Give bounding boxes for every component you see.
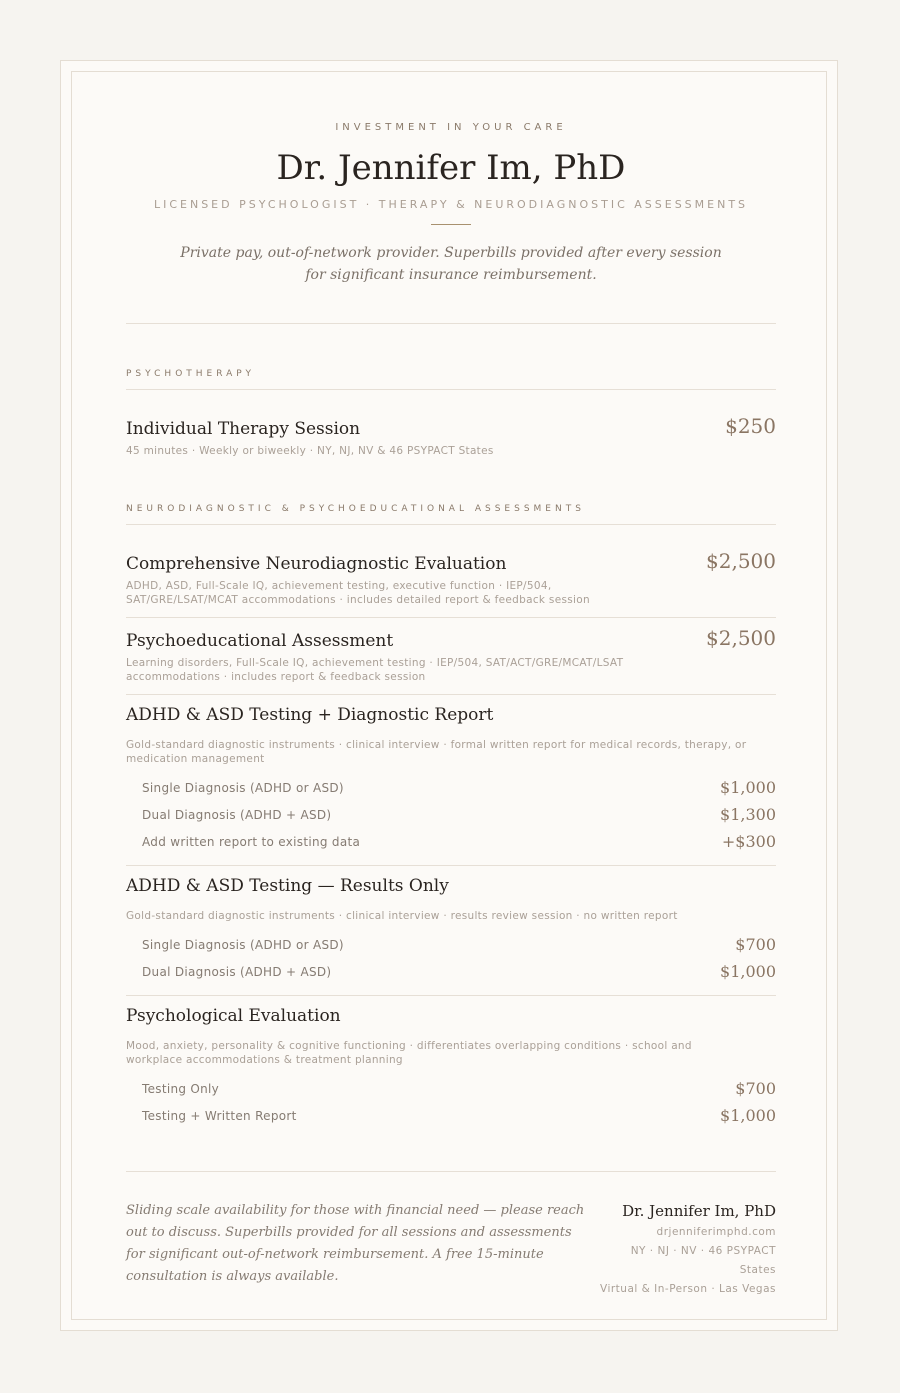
item-divider	[126, 995, 776, 996]
signature-name: Dr. Jennifer Im, PhD	[622, 1202, 776, 1220]
option-row	[126, 801, 776, 828]
option-price: $1,300	[720, 805, 776, 824]
section-label-assessments: NEURODIAGNOSTIC & PSYCHOEDUCATIONAL ASSESSMENTS	[126, 504, 585, 514]
list-item	[126, 549, 776, 607]
option-list	[126, 774, 776, 855]
item-name: ADHD & ASD Testing + Diagnostic Report	[126, 705, 494, 725]
section-divider	[126, 389, 776, 390]
item-price: $2,500	[706, 626, 776, 650]
states-text: NY · NJ · NV · 46 PSYPACT States	[630, 1245, 776, 1276]
item-description: ADHD, ASD, Full-Scale IQ, achievement testing, executive function · IEP/504, SAT/GRE/LSAT/MCAT accommodations · includes detailed report & feedback session	[126, 580, 590, 606]
option-label: Testing Only	[142, 1081, 220, 1096]
list-item	[126, 1005, 776, 1129]
option-list	[126, 1075, 776, 1129]
item-name: Psychoeducational Assessment	[126, 631, 394, 651]
list-item	[126, 704, 776, 855]
section-divider	[126, 524, 776, 525]
option-row	[126, 828, 776, 855]
signature-block	[592, 1200, 776, 1299]
website-link[interactable]: drjenniferimphd.com	[656, 1226, 776, 1238]
item-name: Individual Therapy Session	[126, 419, 361, 439]
item-name: Comprehensive Neurodiagnostic Evaluation	[126, 554, 507, 574]
option-label: Testing + Written Report	[142, 1108, 297, 1123]
option-label: Dual Diagnosis (ADHD + ASD)	[142, 807, 332, 822]
item-description: 45 minutes · Weekly or biweekly · NY, NJ, NV & 46 PSYPACT States	[126, 445, 494, 457]
option-label: Single Diagnosis (ADHD or ASD)	[142, 937, 344, 952]
page-subtitle: LICENSED PSYCHOLOGIST · THERAPY & NEURODIAGNOSTIC ASSESSMENTS	[153, 198, 749, 211]
item-description: Mood, anxiety, personality & cognitive functioning · differentiates overlapping conditions · school and workplace accommodations & treatment planning	[126, 1040, 692, 1066]
option-row	[126, 931, 776, 958]
eyebrow-label: INVESTMENT IN YOUR CARE	[335, 122, 567, 133]
option-price: $1,000	[720, 962, 776, 981]
locations-text: Virtual & In-Person · Las Vegas	[600, 1283, 776, 1295]
item-description: Gold-standard diagnostic instruments · clinical interview · formal written report for medical records, therapy, or medication management	[126, 739, 747, 765]
option-list	[126, 931, 776, 985]
list-item	[126, 875, 776, 985]
item-description: Gold-standard diagnostic instruments · clinical interview · results review session · no written report	[126, 910, 678, 922]
footer	[126, 1200, 776, 1299]
intro-text: Private pay, out-of-network provider. Superbills provided after every session for significant insurance reimbursement.	[180, 245, 722, 283]
item-name: Psychological Evaluation	[126, 1006, 341, 1026]
option-row	[126, 958, 776, 985]
footer-divider	[126, 1171, 776, 1172]
item-name: ADHD & ASD Testing — Results Only	[126, 876, 449, 896]
option-price: +$300	[721, 832, 776, 851]
item-divider	[126, 865, 776, 866]
item-divider	[126, 694, 776, 695]
list-item	[126, 414, 776, 458]
option-label: Single Diagnosis (ADHD or ASD)	[142, 780, 344, 795]
option-label: Add written report to existing data	[142, 834, 361, 849]
page-title: Dr. Jennifer Im, PhD	[276, 148, 626, 188]
item-divider	[126, 617, 776, 618]
header-divider	[126, 323, 776, 324]
option-price: $700	[735, 1079, 776, 1098]
option-price: $1,000	[720, 778, 776, 797]
item-price: $2,500	[706, 549, 776, 573]
pricing-card	[60, 60, 838, 1331]
accent-divider	[431, 224, 471, 225]
item-price: $250	[725, 414, 776, 438]
footer-note: Sliding scale availability for those with financial need — please reach out to discuss. Superbills provided for all sessions and assessments for significant out-of-network reimbursement. A free 15-minute consultation is always available.	[126, 1203, 585, 1284]
option-label: Dual Diagnosis (ADHD + ASD)	[142, 964, 332, 979]
option-price: $1,000	[720, 1106, 776, 1125]
option-price: $700	[735, 935, 776, 954]
list-item	[126, 626, 776, 684]
option-row	[126, 1075, 776, 1102]
item-description: Learning disorders, Full-Scale IQ, achievement testing · IEP/504, SAT/ACT/GRE/MCAT/LSAT accommodations · includes report & feedback session	[126, 657, 624, 683]
card-inner-border	[71, 71, 827, 1320]
card-content	[126, 72, 776, 1299]
option-row	[126, 1102, 776, 1129]
section-label-psychotherapy: PSYCHOTHERAPY	[126, 369, 256, 379]
option-row	[126, 774, 776, 801]
